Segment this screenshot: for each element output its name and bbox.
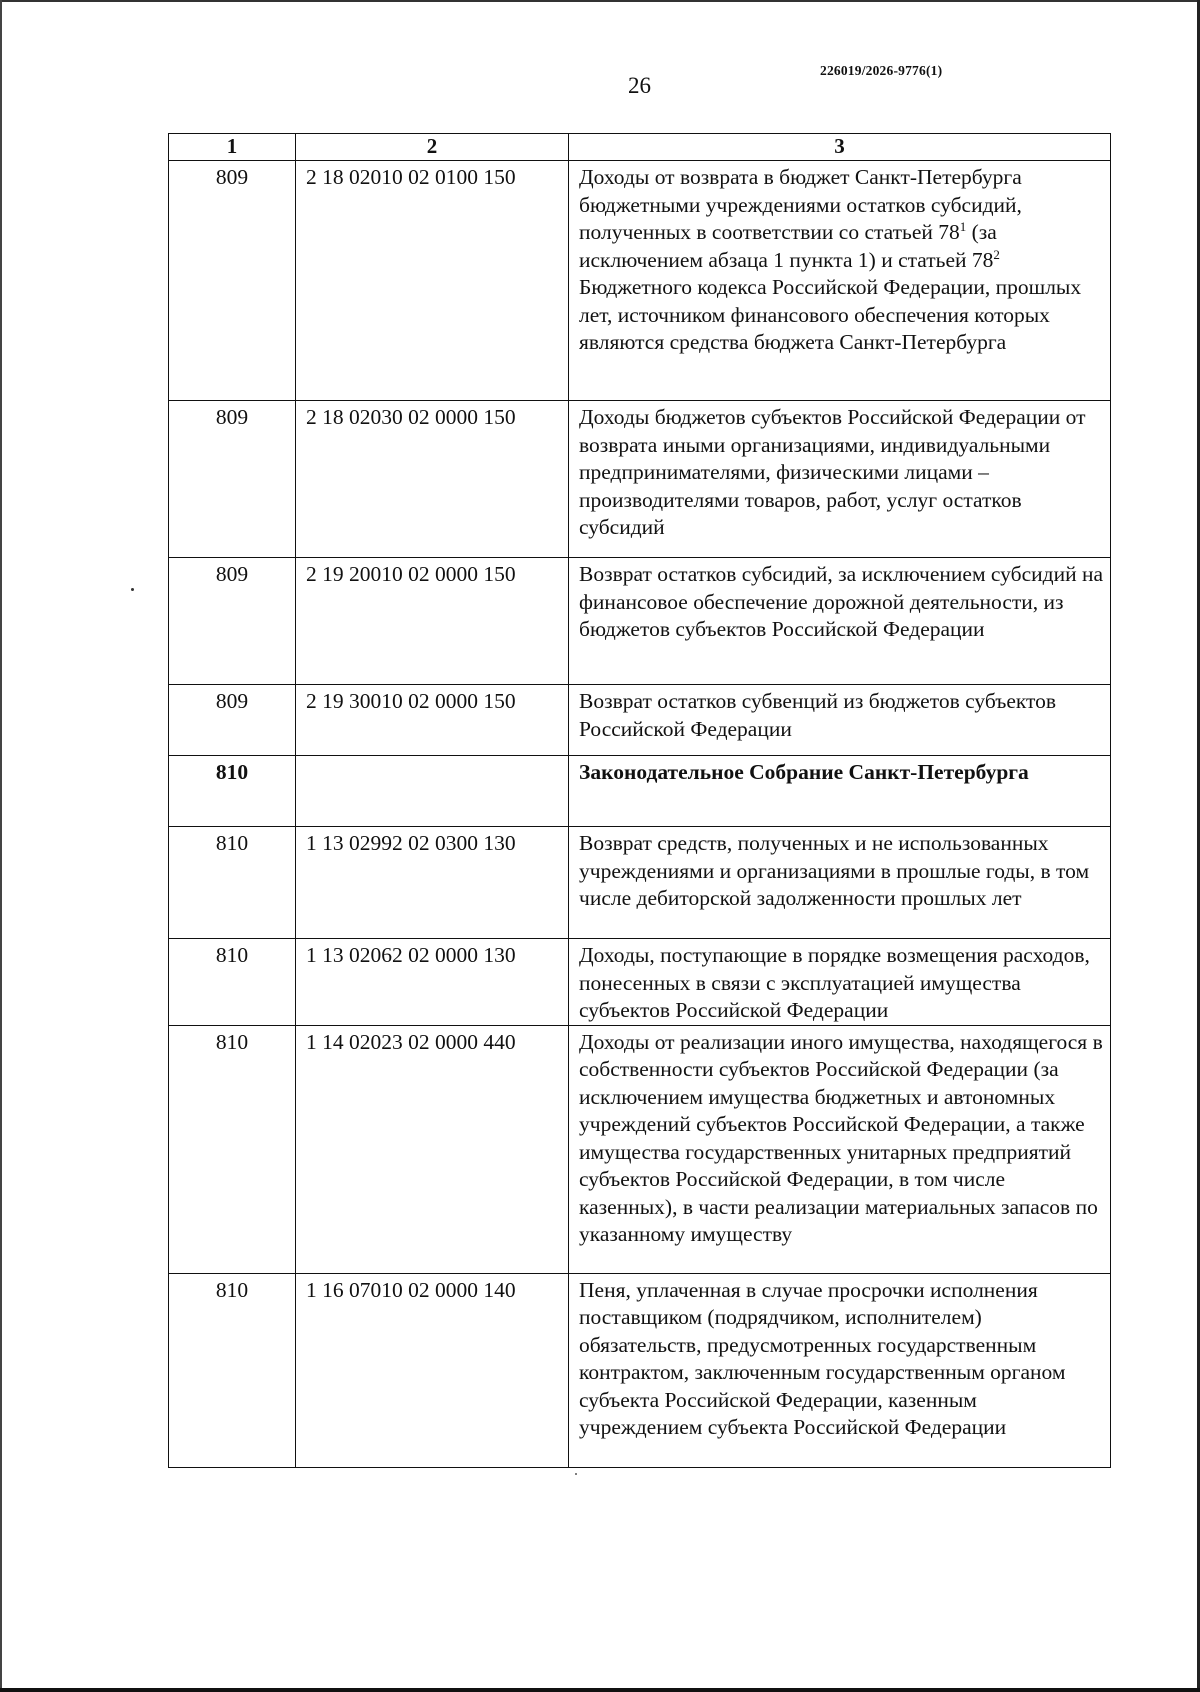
scan-speck [131,588,134,591]
scan-speck [575,1473,577,1475]
revenue-code-cell: 1 13 02992 02 0300 130 [296,827,569,939]
admin-code-cell: 809 [169,685,296,756]
admin-code-cell: 809 [169,161,296,401]
table-header-row [169,134,1111,161]
description-cell: Возврат остатков субвенций из бюджетов субъектов Российской Федерации [569,685,1111,756]
revenue-code-cell [296,756,569,827]
table-row [169,401,1111,558]
admin-code-cell: 810 [169,939,296,1026]
revenue-code-cell: 2 19 30010 02 0000 150 [296,685,569,756]
admin-code-cell: 809 [169,401,296,558]
superscript: 2 [993,246,1000,262]
page-number: 26 [628,73,651,98]
column-header-3: 3 [569,134,1111,161]
scan-edge-bottom [0,1688,1200,1692]
admin-code-cell: 810 [169,1273,296,1467]
description-cell: Пеня, уплаченная в случае просрочки исполнения поставщиком (подрядчиком, исполнителем) обязательств, предусмотренных государственным контрактом, заключенным государственным органом субъекта Российской Федерации, казенным учреждением субъекта Российской Федерации [569,1273,1111,1467]
table-row [169,161,1111,401]
table-row [169,1025,1111,1273]
description-cell: Доходы от реализации иного имущества, находящегося в собственности субъектов Российской Федерации (за исключением имущества бюджетных и автономных учреждений субъектов Российской Федерации, а также имущества государственных унитарных предприятий субъектов Российской Федерации, в том числе казенных), в части реализации материальных запасов по указанному имуществу [569,1025,1111,1273]
scan-edge-top [0,0,1200,2]
description-cell: Возврат средств, полученных и не использованных учреждениями и организациями в прошлые годы, в том числе дебиторской задолженности прошлых лет [569,827,1111,939]
description-text: Бюджетного кодекса Российской Федерации, прошлых лет, источником финансового обеспечения которых являются средства бюджета Санкт-Петербурга [579,275,1082,354]
description-cell: Доходы бюджетов субъектов Российской Федерации от возврата иными организациями, индивидуальными предпринимателями, физическими лицами – производителями товаров, работ, услуг остатков субсидий [569,401,1111,558]
revenue-code-cell: 2 18 02030 02 0000 150 [296,401,569,558]
revenue-code-cell: 2 19 20010 02 0000 150 [296,558,569,685]
revenue-code-cell: 1 13 02062 02 0000 130 [296,939,569,1026]
table-row [169,558,1111,685]
revenue-codes-table [168,133,1111,1468]
column-header-2: 2 [296,134,569,161]
admin-code-cell: 810 [169,1025,296,1273]
table-row [169,827,1111,939]
description-cell: Возврат остатков субсидий, за исключением субсидий на финансовое обеспечение дорожной деятельности, из бюджетов субъектов Российской Федерации [569,558,1111,685]
table-row [169,1273,1111,1467]
admin-code-cell: 809 [169,558,296,685]
description-text: (за исключением абзаца 1 пункта 1) и статьей 78 [579,220,997,272]
description-cell [569,161,1111,401]
document-id: 226019/2026-9776(1) [820,63,943,78]
column-header-1: 1 [169,134,296,161]
table-row [169,685,1111,756]
admin-code-cell: 810 [169,827,296,939]
revenue-code-cell: 1 14 02023 02 0000 440 [296,1025,569,1273]
table-row [169,756,1111,827]
description-cell: Доходы, поступающие в порядке возмещения расходов, понесенных в связи с эксплуатацией имущества субъектов Российской Федерации [569,939,1111,1026]
revenue-code-cell: 1 16 07010 02 0000 140 [296,1273,569,1467]
revenue-code-cell: 2 18 02010 02 0100 150 [296,161,569,401]
scan-edge-left [0,0,2,1692]
section-heading: Законодательное Собрание Санкт-Петербурга [569,756,1111,827]
superscript: 1 [959,218,967,234]
admin-code-cell: 810 [169,756,296,827]
table-row [169,939,1111,1026]
description-text: Доходы от возврата в бюджет Санкт-Петербурга бюджетными учреждениями остатков субсидий, полученных в соответствии со статьей 78 [579,165,1022,244]
